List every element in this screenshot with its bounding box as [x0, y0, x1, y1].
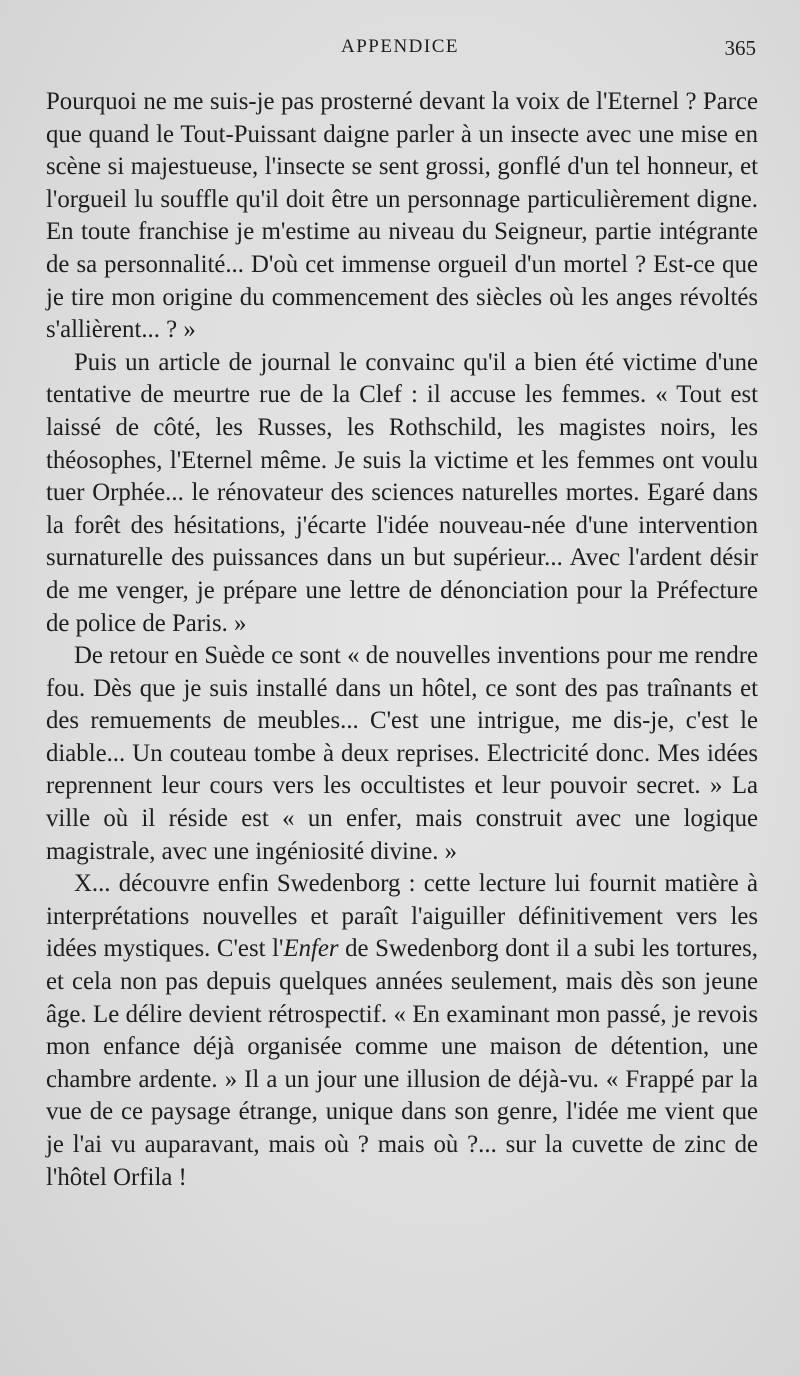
body-text [46, 86, 758, 1194]
paragraph: Pourquoi ne me suis-je pas prosterné devant la voix de l'Eternel ? Parce que quand le Tout-Puissant daigne parler à un insecte avec une mise en scène si majestueuse, l'insecte se sent grossi, gonflé d'un tel honneur, et l'orgueil lu souffle qu'il doit être un personnage particulièrement digne. En toute franchise je m'estime au niveau du Seigneur, partie intégrante de sa personnalité... D'où cet immense orgueil d'un mortel ? Est-ce que je tire mon origine du commencement des siècles où les anges révoltés s'allièrent... ? » [46, 88, 758, 344]
book-title-enfer: Enfer [283, 935, 339, 963]
page-number: 365 [724, 36, 756, 60]
page-header [0, 36, 800, 64]
paragraph-text: de Swedenborg dont il a subi les tortures, et cela non pas depuis quelques années seulement, mais dès son jeune âge. Le délire devient rétrospectif. « En examinant mon passé, je revois mon enfance déjà organisée comme une maison de détention, une chambre ardente. » Il a un jour une illusion de déjà-vu. « Frappé par la vue de ce paysage étrange, unique dans son genre, l'idée me vient que je l'ai vu auparavant, mais où ? mais où ?... sur la cuvette de zinc de l'hôtel Orfila ! [46, 935, 758, 1191]
paragraph: De retour en Suède ce sont « de nouvelles inventions pour me rendre fou. Dès que je suis installé dans un hôtel, ce sont des pas traînants et des remuements de meubles... C'est une intrigue, me dis-je, c'est le diable... Un couteau tombe à deux reprises. Electricité donc. Mes idées reprennent leur cours vers les occultistes et leur pouvoir secret. » La ville où il réside est « un enfer, mais construit avec une logique magistrale, avec une ingéniosité divine. » [46, 642, 758, 865]
paragraph: Puis un article de journal le convainc qu'il a bien été victime d'une tentative de meurtre rue de la Clef : il accuse les femmes. « Tout est laissé de côté, les Russes, les Rothschild, les magistes noirs, les théosophes, l'Eternel même. Je suis la victime et les femmes ont voulu tuer Orphée... le rénovateur des sciences naturelles mortes. Egaré dans la forêt des hésitations, j'écarte l'idée nouveau-née d'une intervention surnaturelle des puissances dans un but supérieur... Avec l'ardent désir de me venger, je prépare une lettre de dénonciation pour la Préfecture de police de Paris. » [46, 348, 758, 637]
paragraph [46, 868, 758, 1194]
paragraph-text: X... découvre enfin Swedenborg : cette lecture lui fournit matière à interprétations nouvelles et paraît l'aiguiller définitivement vers les idées mystiques. C'est l' [46, 870, 758, 963]
running-head: APPENDICE [340, 36, 459, 57]
